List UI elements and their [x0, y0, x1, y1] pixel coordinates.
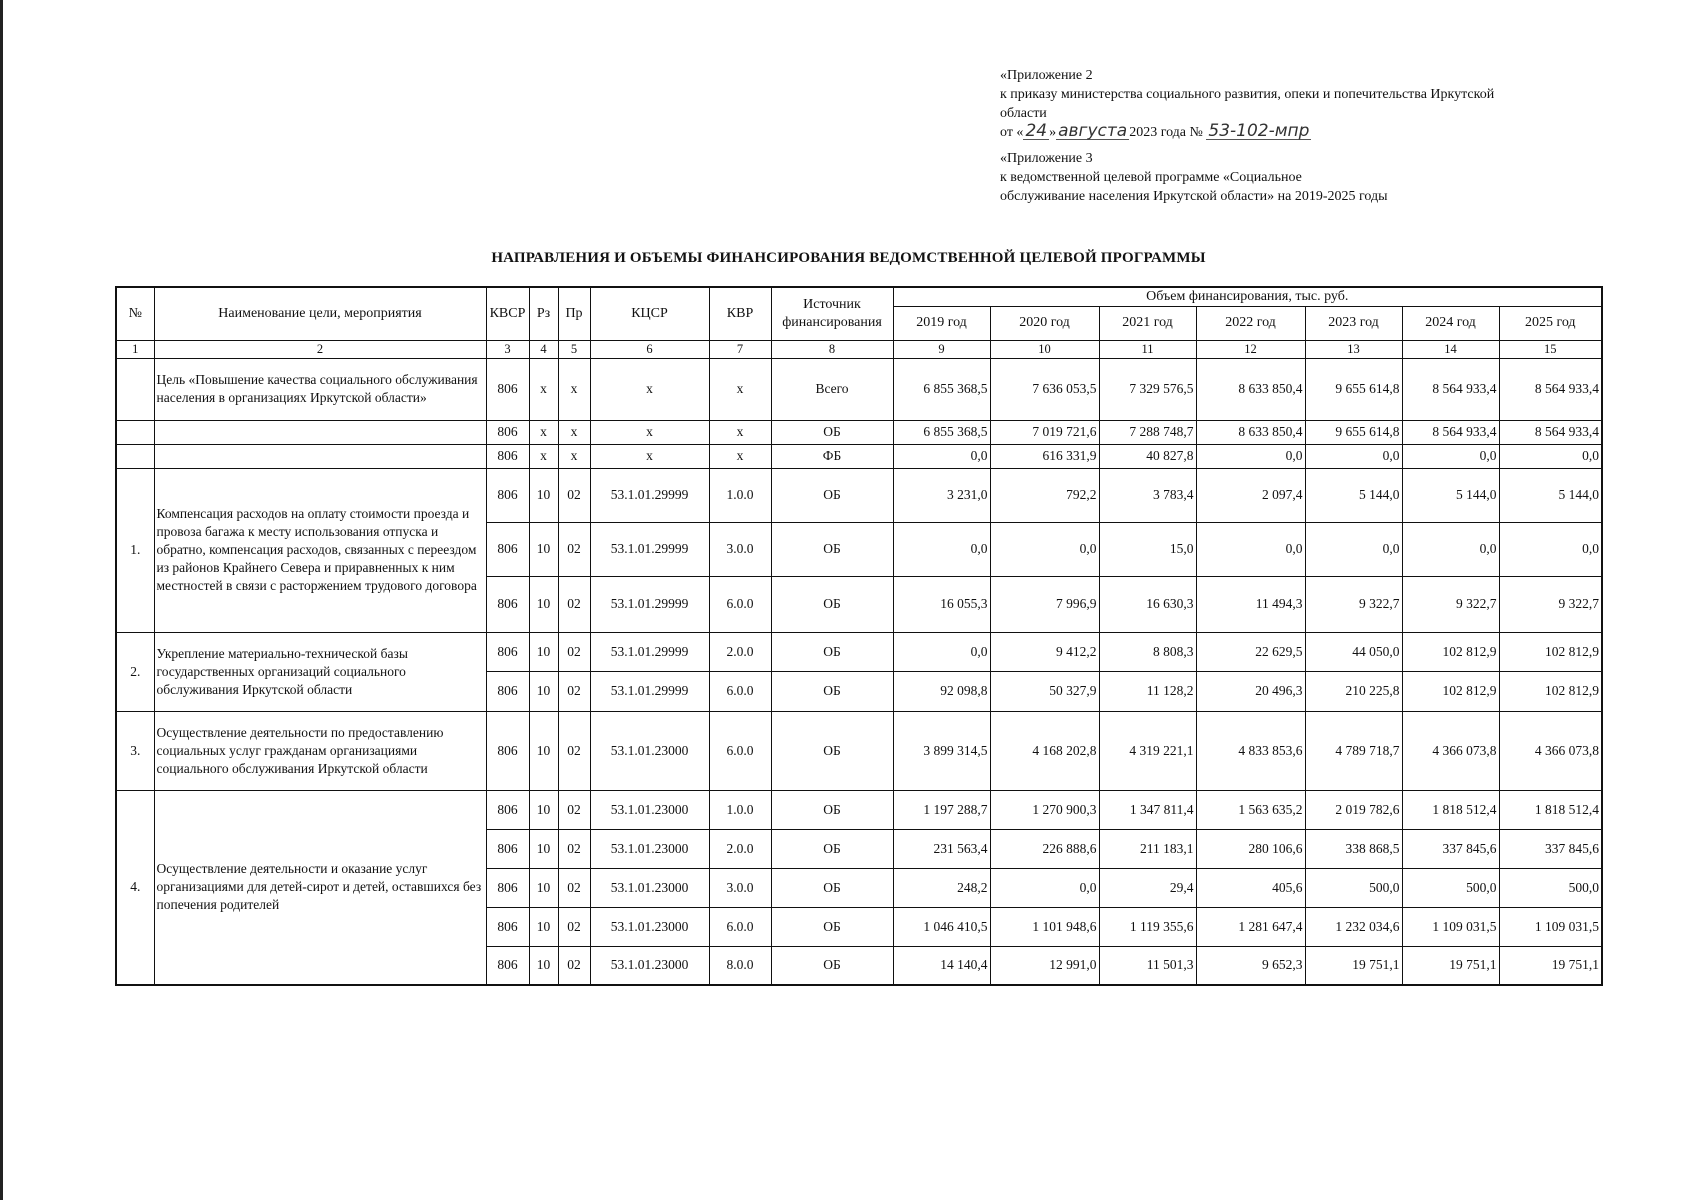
amount-cell: 1 818 512,4: [1402, 790, 1499, 829]
amount-cell: 102 812,9: [1402, 671, 1499, 711]
amount-cell: 11 494,3: [1196, 576, 1305, 632]
amount-cell: 0,0: [1499, 522, 1602, 576]
amount-cell: 102 812,9: [1402, 632, 1499, 671]
amount-cell: 337 845,6: [1499, 829, 1602, 868]
kvr-cell: 6.0.0: [709, 711, 771, 790]
amount-cell: 5 144,0: [1402, 468, 1499, 522]
kvr-cell: х: [709, 444, 771, 468]
pr-cell: х: [558, 420, 590, 444]
amount-cell: 3 783,4: [1099, 468, 1196, 522]
amount-cell: 7 636 053,5: [990, 358, 1099, 420]
header-volume: Объем финансирования, тыс. руб.: [893, 287, 1602, 306]
row-number-cell: [116, 358, 154, 420]
amount-cell: 9 322,7: [1499, 576, 1602, 632]
header-rz: Рз: [529, 287, 558, 340]
pr-cell: 02: [558, 632, 590, 671]
kvsr-cell: 806: [486, 420, 529, 444]
kcsr-cell: х: [590, 444, 709, 468]
header-pr: Пр: [558, 287, 590, 340]
amount-cell: 226 888,6: [990, 829, 1099, 868]
kcsr-cell: 53.1.01.29999: [590, 671, 709, 711]
amount-cell: 7 288 748,7: [1099, 420, 1196, 444]
amount-cell: 8 564 933,4: [1402, 358, 1499, 420]
pr-cell: 02: [558, 468, 590, 522]
header-year: 2023 год: [1305, 306, 1402, 340]
rz-cell: 10: [529, 790, 558, 829]
amount-cell: 231 563,4: [893, 829, 990, 868]
order-reference-cont: области: [1000, 106, 1047, 121]
pr-cell: 02: [558, 711, 590, 790]
kvsr-cell: 806: [486, 522, 529, 576]
table-row: [116, 358, 1602, 420]
column-index-cell: 9: [893, 340, 990, 358]
amount-cell: 0,0: [990, 522, 1099, 576]
amount-cell: 40 827,8: [1099, 444, 1196, 468]
pr-cell: х: [558, 444, 590, 468]
amount-cell: 0,0: [1305, 522, 1402, 576]
amount-cell: 7 019 721,6: [990, 420, 1099, 444]
amount-cell: 44 050,0: [1305, 632, 1402, 671]
financing-table: [115, 286, 1603, 986]
appendix-2-label: «Приложение 2: [1000, 68, 1093, 83]
kvsr-cell: 806: [486, 358, 529, 420]
amount-cell: 12 991,0: [990, 946, 1099, 985]
row-number-cell: [116, 420, 154, 444]
amount-cell: 5 144,0: [1499, 468, 1602, 522]
amount-cell: 500,0: [1305, 868, 1402, 907]
row-number-cell: [116, 444, 154, 468]
source-cell: ОБ: [771, 790, 893, 829]
table-row: [116, 632, 1602, 671]
header-kvr: КВР: [709, 287, 771, 340]
header-kvsr: КВСР: [486, 287, 529, 340]
header-year: 2021 год: [1099, 306, 1196, 340]
column-index-cell: 10: [990, 340, 1099, 358]
amount-cell: 8 564 933,4: [1499, 420, 1602, 444]
header-no: №: [116, 287, 154, 340]
amount-cell: 0,0: [1196, 444, 1305, 468]
date-prefix: от «: [1000, 125, 1024, 140]
row-number-cell: 3.: [116, 711, 154, 790]
kvr-cell: 6.0.0: [709, 907, 771, 946]
rz-cell: 10: [529, 907, 558, 946]
column-index-cell: 13: [1305, 340, 1402, 358]
amount-cell: 1 347 811,4: [1099, 790, 1196, 829]
amount-cell: 19 751,1: [1499, 946, 1602, 985]
kvsr-cell: 806: [486, 576, 529, 632]
kvr-cell: х: [709, 358, 771, 420]
amount-cell: 0,0: [990, 868, 1099, 907]
amount-cell: 0,0: [893, 444, 990, 468]
amount-cell: 19 751,1: [1402, 946, 1499, 985]
amount-cell: 1 281 647,4: [1196, 907, 1305, 946]
rz-cell: х: [529, 358, 558, 420]
source-cell: ОБ: [771, 522, 893, 576]
kvr-cell: 2.0.0: [709, 829, 771, 868]
source-cell: ФБ: [771, 444, 893, 468]
amount-cell: 405,6: [1196, 868, 1305, 907]
amount-cell: 29,4: [1099, 868, 1196, 907]
header-name: Наименование цели, мероприятия: [154, 287, 486, 340]
date-month-handwritten: августа: [1058, 121, 1128, 141]
kvsr-cell: 806: [486, 632, 529, 671]
row-number-cell: 2.: [116, 632, 154, 711]
pr-cell: 02: [558, 576, 590, 632]
column-index-cell: 11: [1099, 340, 1196, 358]
column-index-cell: 12: [1196, 340, 1305, 358]
amount-cell: 19 751,1: [1305, 946, 1402, 985]
kcsr-cell: 53.1.01.23000: [590, 790, 709, 829]
row-name-cell: Компенсация расходов на оплату стоимости проезда и провоза багажа к месту использования отпуска и обратно, компенсация расходов, связанных с переездом из районов Крайнего Севера и приравненных к ним местностей в связи с расторжением трудового договора: [154, 468, 486, 632]
amount-cell: 8 564 933,4: [1499, 358, 1602, 420]
amount-cell: 8 808,3: [1099, 632, 1196, 671]
amount-cell: 8 633 850,4: [1196, 420, 1305, 444]
kvsr-cell: 806: [486, 671, 529, 711]
column-index-cell: 4: [529, 340, 558, 358]
kvsr-cell: 806: [486, 444, 529, 468]
amount-cell: 1 818 512,4: [1499, 790, 1602, 829]
rz-cell: 10: [529, 671, 558, 711]
amount-cell: 9 655 614,8: [1305, 420, 1402, 444]
kcsr-cell: х: [590, 420, 709, 444]
amount-cell: 792,2: [990, 468, 1099, 522]
amount-cell: 8 564 933,4: [1402, 420, 1499, 444]
header-year: 2024 год: [1402, 306, 1499, 340]
rz-cell: 10: [529, 711, 558, 790]
amount-cell: 50 327,9: [990, 671, 1099, 711]
pr-cell: 02: [558, 790, 590, 829]
amount-cell: 0,0: [1499, 444, 1602, 468]
amount-cell: 337 845,6: [1402, 829, 1499, 868]
amount-cell: 9 322,7: [1402, 576, 1499, 632]
column-index-cell: 7: [709, 340, 771, 358]
kvr-cell: 3.0.0: [709, 522, 771, 576]
kvsr-cell: 806: [486, 829, 529, 868]
amount-cell: 4 366 073,8: [1499, 711, 1602, 790]
row-number-cell: 1.: [116, 468, 154, 632]
row-name-cell: Осуществление деятельности и оказание услуг организациями для детей-сирот и детей, оставшихся без попечения родителей: [154, 790, 486, 985]
kvr-cell: 1.0.0: [709, 790, 771, 829]
source-cell: ОБ: [771, 632, 893, 671]
table-row: [116, 790, 1602, 829]
row-name-cell: Цель «Повышение качества социального обслуживания населения в организациях Иркутской области»: [154, 358, 486, 420]
row-name-cell: [154, 420, 486, 444]
kcsr-cell: х: [590, 358, 709, 420]
header-year: 2020 год: [990, 306, 1099, 340]
amount-cell: 11 128,2: [1099, 671, 1196, 711]
kcsr-cell: 53.1.01.23000: [590, 907, 709, 946]
amount-cell: 6 855 368,5: [893, 358, 990, 420]
source-cell: ОБ: [771, 671, 893, 711]
column-index-cell: 2: [154, 340, 486, 358]
column-index-cell: 3: [486, 340, 529, 358]
kvr-cell: 3.0.0: [709, 868, 771, 907]
amount-cell: 4 833 853,6: [1196, 711, 1305, 790]
amount-cell: 0,0: [1402, 522, 1499, 576]
column-index-cell: 6: [590, 340, 709, 358]
amount-cell: 7 329 576,5: [1099, 358, 1196, 420]
pr-cell: 02: [558, 907, 590, 946]
header-year: 2019 год: [893, 306, 990, 340]
header-year: 2022 год: [1196, 306, 1305, 340]
order-number-handwritten: 53-102-мпр: [1208, 121, 1310, 141]
order-date-line: [1000, 123, 1600, 142]
table-row: [116, 468, 1602, 522]
kvr-cell: 2.0.0: [709, 632, 771, 671]
amount-cell: 4 366 073,8: [1402, 711, 1499, 790]
kcsr-cell: 53.1.01.29999: [590, 632, 709, 671]
date-mid: »: [1049, 125, 1057, 140]
source-cell: ОБ: [771, 468, 893, 522]
date-day-handwritten: 24: [1025, 121, 1048, 141]
amount-cell: 4 789 718,7: [1305, 711, 1402, 790]
header-year: 2025 год: [1499, 306, 1602, 340]
appendix-header: [1000, 66, 1600, 206]
document-title: НАПРАВЛЕНИЯ И ОБЪЕМЫ ФИНАНСИРОВАНИЯ ВЕДОМСТВЕННОЙ ЦЕЛЕВОЙ ПРОГРАММЫ: [491, 250, 1206, 266]
kcsr-cell: 53.1.01.23000: [590, 711, 709, 790]
amount-cell: 5 144,0: [1305, 468, 1402, 522]
header-source: Источник финансирования: [771, 287, 893, 340]
rz-cell: 10: [529, 632, 558, 671]
page-edge-line: [0, 0, 3, 1200]
row-name-cell: Осуществление деятельности по предоставлению социальных услуг гражданам организациями социального обслуживания Иркутской области: [154, 711, 486, 790]
row-name-cell: [154, 444, 486, 468]
pr-cell: 02: [558, 829, 590, 868]
table-row: [116, 711, 1602, 790]
source-cell: ОБ: [771, 907, 893, 946]
amount-cell: 9 412,2: [990, 632, 1099, 671]
pr-cell: 02: [558, 671, 590, 711]
source-cell: Всего: [771, 358, 893, 420]
amount-cell: 1 197 288,7: [893, 790, 990, 829]
amount-cell: 1 101 948,6: [990, 907, 1099, 946]
amount-cell: 1 109 031,5: [1499, 907, 1602, 946]
amount-cell: 102 812,9: [1499, 671, 1602, 711]
kvr-cell: 6.0.0: [709, 671, 771, 711]
rz-cell: 10: [529, 522, 558, 576]
date-year: 2023 года №: [1129, 125, 1203, 140]
rz-cell: х: [529, 420, 558, 444]
kvr-cell: 8.0.0: [709, 946, 771, 985]
kcsr-cell: 53.1.01.29999: [590, 576, 709, 632]
program-reference-cont: обслуживание населения Иркутской области» на 2019-2025 годы: [1000, 189, 1388, 204]
source-cell: ОБ: [771, 420, 893, 444]
kcsr-cell: 53.1.01.23000: [590, 829, 709, 868]
program-reference: к ведомственной целевой программе «Социальное: [1000, 170, 1302, 185]
amount-cell: 338 868,5: [1305, 829, 1402, 868]
column-index-cell: 5: [558, 340, 590, 358]
kcsr-cell: 53.1.01.23000: [590, 946, 709, 985]
kvr-cell: 1.0.0: [709, 468, 771, 522]
table-row: [116, 420, 1602, 444]
source-cell: ОБ: [771, 829, 893, 868]
amount-cell: 1 270 900,3: [990, 790, 1099, 829]
appendix-3-label: «Приложение 3: [1000, 151, 1093, 166]
amount-cell: 14 140,4: [893, 946, 990, 985]
header-kcsr: КЦСР: [590, 287, 709, 340]
source-cell: ОБ: [771, 946, 893, 985]
amount-cell: 2 019 782,6: [1305, 790, 1402, 829]
amount-cell: 15,0: [1099, 522, 1196, 576]
amount-cell: 7 996,9: [990, 576, 1099, 632]
kvsr-cell: 806: [486, 868, 529, 907]
amount-cell: 20 496,3: [1196, 671, 1305, 711]
column-index-cell: 8: [771, 340, 893, 358]
amount-cell: 3 231,0: [893, 468, 990, 522]
kcsr-cell: 53.1.01.29999: [590, 468, 709, 522]
kvsr-cell: 806: [486, 711, 529, 790]
pr-cell: х: [558, 358, 590, 420]
amount-cell: 92 098,8: [893, 671, 990, 711]
kvr-cell: х: [709, 420, 771, 444]
amount-cell: 500,0: [1499, 868, 1602, 907]
row-name-cell: Укрепление материально-технической базы государственных организаций социального обслуживания Иркутской области: [154, 632, 486, 711]
kvsr-cell: 806: [486, 907, 529, 946]
amount-cell: 1 109 031,5: [1402, 907, 1499, 946]
amount-cell: 3 899 314,5: [893, 711, 990, 790]
amount-cell: 102 812,9: [1499, 632, 1602, 671]
amount-cell: 6 855 368,5: [893, 420, 990, 444]
amount-cell: 280 106,6: [1196, 829, 1305, 868]
kvsr-cell: 806: [486, 946, 529, 985]
amount-cell: 248,2: [893, 868, 990, 907]
amount-cell: 4 319 221,1: [1099, 711, 1196, 790]
source-cell: ОБ: [771, 711, 893, 790]
kvsr-cell: 806: [486, 790, 529, 829]
amount-cell: 500,0: [1402, 868, 1499, 907]
rz-cell: 10: [529, 946, 558, 985]
rz-cell: х: [529, 444, 558, 468]
amount-cell: 1 046 410,5: [893, 907, 990, 946]
amount-cell: 0,0: [1402, 444, 1499, 468]
amount-cell: 9 322,7: [1305, 576, 1402, 632]
source-cell: ОБ: [771, 576, 893, 632]
amount-cell: 8 633 850,4: [1196, 358, 1305, 420]
rz-cell: 10: [529, 576, 558, 632]
amount-cell: 1 119 355,6: [1099, 907, 1196, 946]
amount-cell: 0,0: [1305, 444, 1402, 468]
pr-cell: 02: [558, 522, 590, 576]
column-index-cell: 1: [116, 340, 154, 358]
amount-cell: 16 630,3: [1099, 576, 1196, 632]
amount-cell: 210 225,8: [1305, 671, 1402, 711]
kcsr-cell: 53.1.01.29999: [590, 522, 709, 576]
amount-cell: 16 055,3: [893, 576, 990, 632]
amount-cell: 4 168 202,8: [990, 711, 1099, 790]
amount-cell: 0,0: [893, 632, 990, 671]
pr-cell: 02: [558, 946, 590, 985]
amount-cell: 9 652,3: [1196, 946, 1305, 985]
table-row: [116, 444, 1602, 468]
rz-cell: 10: [529, 829, 558, 868]
amount-cell: 211 183,1: [1099, 829, 1196, 868]
kvsr-cell: 806: [486, 468, 529, 522]
amount-cell: 11 501,3: [1099, 946, 1196, 985]
column-index-cell: 14: [1402, 340, 1499, 358]
amount-cell: 9 655 614,8: [1305, 358, 1402, 420]
kcsr-cell: 53.1.01.23000: [590, 868, 709, 907]
amount-cell: 0,0: [893, 522, 990, 576]
pr-cell: 02: [558, 868, 590, 907]
amount-cell: 616 331,9: [990, 444, 1099, 468]
source-cell: ОБ: [771, 868, 893, 907]
column-index-cell: 15: [1499, 340, 1602, 358]
amount-cell: 2 097,4: [1196, 468, 1305, 522]
row-number-cell: 4.: [116, 790, 154, 985]
rz-cell: 10: [529, 868, 558, 907]
kvr-cell: 6.0.0: [709, 576, 771, 632]
amount-cell: 1 232 034,6: [1305, 907, 1402, 946]
amount-cell: 22 629,5: [1196, 632, 1305, 671]
order-reference: к приказу министерства социального развития, опеки и попечительства Иркутской: [1000, 87, 1495, 102]
amount-cell: 1 563 635,2: [1196, 790, 1305, 829]
amount-cell: 0,0: [1196, 522, 1305, 576]
rz-cell: 10: [529, 468, 558, 522]
